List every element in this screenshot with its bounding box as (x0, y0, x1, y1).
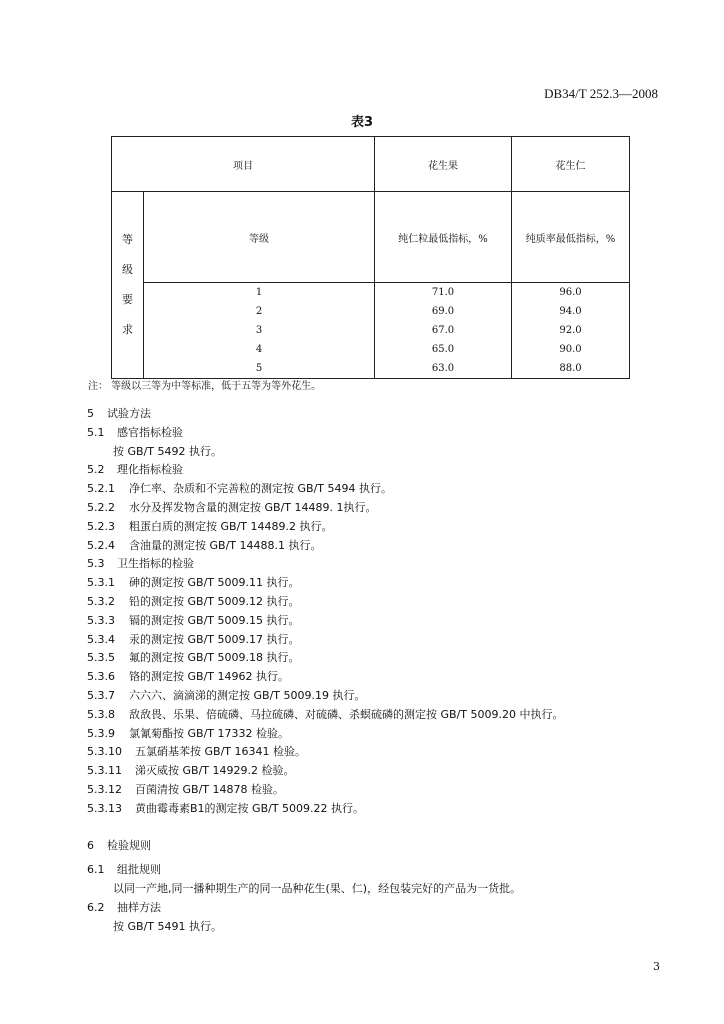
clause-text: 理化指标检验 (117, 463, 183, 477)
clause-number: 5.2.1 (87, 482, 115, 496)
clause-line (87, 612, 647, 631)
clause-line (87, 800, 647, 819)
table-caption: 表3 (350, 115, 374, 130)
clause-line (87, 424, 647, 443)
table-row (112, 340, 630, 359)
table-row (112, 359, 630, 379)
subheader-col2: 纯质率最低指标，% (512, 192, 630, 283)
clause-text: 百菌清按 GB/T 14878 检验。 (135, 782, 284, 796)
clause-number: 5.3.13 (87, 801, 122, 815)
standard-id: DB34/T 252.3—2008 (544, 86, 658, 101)
clause-text: 组批规则 (117, 863, 161, 877)
clause-text: 氯氰菊酯按 GB/T 17332 检验。 (129, 726, 289, 740)
clause-text: 涕灭威按 GB/T 14929.2 检验。 (135, 764, 295, 778)
label-char: 等 (122, 233, 133, 246)
label-char: 求 (122, 323, 133, 336)
clause-line (87, 499, 647, 518)
clause-number: 5.3.6 (87, 670, 115, 684)
clause-text: 黄曲霉毒素B1的测定按 GB/T 5009.22 执行。 (135, 801, 365, 815)
clause-number: 5.2.2 (87, 500, 115, 514)
clause-number: 5.3.11 (87, 764, 122, 778)
clause-text: 水分及挥发物含量的测定按 GB/T 14489. 1执行。 (129, 500, 377, 514)
clause-number: 5.3.12 (87, 782, 122, 796)
clause-text: 按 GB/T 5491 执行。 (113, 919, 222, 933)
clause-line (87, 443, 647, 462)
purity-value-cell: 88.0 (512, 359, 630, 379)
subheader-grade: 等级 (144, 192, 375, 283)
clause-line (87, 461, 647, 480)
kernel-value-cell: 67.0 (375, 321, 512, 340)
table-row (112, 302, 630, 321)
clause-text: 氟的测定按 GB/T 5009.18 执行。 (129, 651, 300, 665)
label-char: 要 (122, 293, 133, 306)
clause-number: 5.2.4 (87, 538, 115, 552)
clause-number: 5.3.5 (87, 651, 115, 665)
table-row (112, 321, 630, 340)
clause-text: 检验规则 (107, 838, 151, 852)
kernel-value-cell: 65.0 (375, 340, 512, 359)
clause-line (87, 574, 647, 593)
clause-text: 感官指标检验 (117, 425, 183, 439)
grade-cell: 4 (144, 340, 375, 359)
document-body (87, 405, 647, 937)
clause-number: 6 (87, 838, 94, 852)
clause-text: 敌敌畏、乐果、倍硫磷、马拉硫磷、对硫磷、杀螟硫磷的测定按 GB/T 5009.20 中执行。 (129, 707, 564, 721)
kernel-value-cell: 71.0 (375, 283, 512, 303)
label-char: 级 (122, 263, 133, 276)
clause-line (87, 706, 647, 725)
header-col1: 花生果 (375, 137, 512, 192)
clause-text: 六六六、滴滴涕的测定按 GB/T 5009.19 执行。 (129, 688, 366, 702)
purity-value-cell: 90.0 (512, 340, 630, 359)
clause-line (87, 631, 647, 650)
subheader-col1: 纯仁粒最低指标，% (375, 192, 512, 283)
header-col2: 花生仁 (512, 137, 630, 192)
purity-value-cell: 92.0 (512, 321, 630, 340)
clause-number: 6.2 (87, 900, 105, 914)
clause-number: 6.1 (87, 863, 105, 877)
clause-line (87, 405, 647, 424)
clause-text: 含油量的测定按 GB/T 14488.1 执行。 (129, 538, 322, 552)
clause-line (87, 781, 647, 800)
clause-line (87, 687, 647, 706)
clause-line (87, 537, 647, 556)
clause-number: 5.2 (87, 463, 105, 477)
clause-text: 镉的测定按 GB/T 5009.15 执行。 (129, 613, 300, 627)
clause-line (87, 819, 647, 837)
clause-number: 5.1 (87, 425, 105, 439)
clause-text: 砷的测定按 GB/T 5009.11 执行。 (129, 576, 300, 590)
clause-number: 5.3.9 (87, 726, 115, 740)
clause-text: 卫生指标的检验 (117, 557, 194, 571)
page-number: 3 (653, 960, 660, 973)
grade-cell: 5 (144, 359, 375, 379)
grade-cell: 2 (144, 302, 375, 321)
purity-value-cell: 96.0 (512, 283, 630, 303)
clause-text: 以同一产地,同一播种期生产的同一品种花生(果、仁)，经包装完好的产品为一货批。 (113, 882, 522, 896)
table-row (112, 283, 630, 303)
clause-text: 铬的测定按 GB/T 14962 执行。 (129, 670, 289, 684)
clause-line (87, 480, 647, 499)
clause-number: 5.3 (87, 557, 105, 571)
clause-number: 5.3.1 (87, 576, 115, 590)
clause-number: 5 (87, 407, 94, 420)
clause-number: 5.3.7 (87, 688, 115, 702)
clause-line (87, 668, 647, 687)
kernel-value-cell: 69.0 (375, 302, 512, 321)
clause-line (87, 725, 647, 744)
purity-value-cell: 94.0 (512, 302, 630, 321)
clause-text: 五氯硝基苯按 GB/T 16341 检验。 (135, 745, 306, 759)
clause-line (87, 899, 647, 918)
grade-cell: 1 (144, 283, 375, 303)
clause-text: 试验方法 (107, 407, 151, 420)
clause-text: 汞的测定按 GB/T 5009.17 执行。 (129, 632, 300, 646)
clause-text: 按 GB/T 5492 执行。 (113, 444, 222, 458)
clause-text: 净仁率、杂质和不完善粒的测定按 GB/T 5494 执行。 (129, 482, 392, 496)
grade-requirement-label (112, 192, 144, 379)
clause-number: 5.3.8 (87, 707, 115, 721)
clause-text: 抽样方法 (117, 900, 161, 914)
clause-number: 5.2.3 (87, 519, 115, 533)
kernel-value-cell: 63.0 (375, 359, 512, 379)
clause-number: 5.3.4 (87, 632, 115, 646)
clause-line (87, 518, 647, 537)
clause-number: 5.3.2 (87, 594, 115, 608)
clause-number: 5.3.10 (87, 745, 122, 759)
table-subheader-row (112, 192, 630, 283)
clause-line (87, 555, 647, 574)
clause-line (87, 861, 647, 880)
clause-line (87, 880, 647, 899)
header-item: 项目 (112, 137, 375, 192)
clause-text: 粗蛋白质的测定按 GB/T 14489.2 执行。 (129, 519, 333, 533)
table-note: 注： 等级以三等为中等标准，低于五等为等外花生。 (88, 381, 322, 392)
clause-line (87, 649, 647, 668)
grade-cell: 3 (144, 321, 375, 340)
clause-line (87, 593, 647, 612)
clause-line (87, 918, 647, 937)
clause-line (87, 743, 647, 762)
clause-text: 铅的测定按 GB/T 5009.12 执行。 (129, 594, 300, 608)
clause-line (87, 837, 647, 856)
table-header-row (112, 137, 630, 192)
clause-line (87, 762, 647, 781)
grade-table (111, 136, 630, 379)
clause-number: 5.3.3 (87, 613, 115, 627)
